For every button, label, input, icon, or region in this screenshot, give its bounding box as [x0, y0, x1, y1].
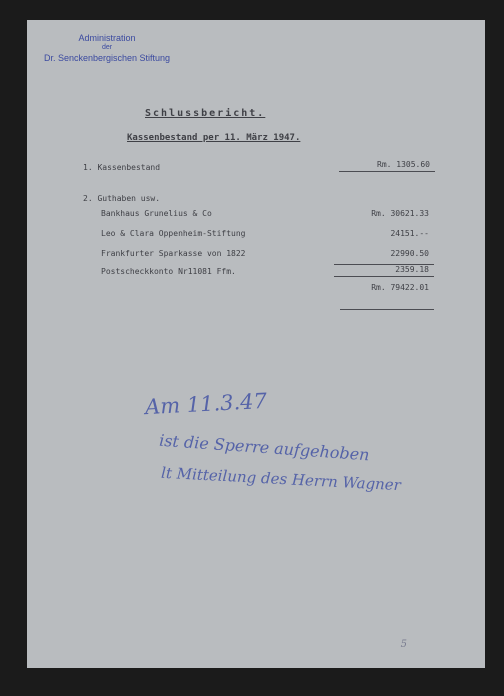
- account-label-2: Leo & Clara Oppenheim-Stiftung: [101, 229, 246, 238]
- account-label-3: Frankfurter Sparkasse von 1822: [101, 249, 246, 258]
- handwriting-line-1: Am 11.3.47: [144, 388, 268, 420]
- kassenbestand-label: 1. Kassenbestand: [83, 163, 161, 172]
- total-amount: Rm. 79422.01: [371, 283, 429, 292]
- handwriting-line-2: ist die Sperre aufgehoben: [158, 430, 371, 465]
- account-label-4: Postscheckkonto Nr11081 Ffm.: [101, 267, 236, 276]
- stamp-line-3: Dr. Senckenbergischen Stiftung: [43, 53, 171, 63]
- underline-total: [340, 309, 434, 310]
- administration-stamp: [37, 33, 177, 63]
- underline-kassenbestand: [339, 171, 435, 172]
- account-amount-2: 24151.--: [390, 229, 429, 238]
- underline-subtotal: [334, 276, 434, 277]
- guthaben-label: 2. Guthaben usw.: [83, 194, 161, 203]
- account-amount-1: Rm. 30621.33: [371, 209, 429, 218]
- account-amount-4: 2359.18: [395, 265, 429, 274]
- document-title: Schlussbericht.: [145, 108, 266, 119]
- document-subtitle: Kassenbestand per 11. März 1947.: [127, 133, 301, 143]
- stamp-line-2: der: [101, 44, 113, 51]
- handwriting-line-3: lt Mitteilung des Herrn Wagner: [160, 463, 402, 495]
- document-page: [27, 20, 485, 668]
- account-amount-3: 22990.50: [390, 249, 429, 258]
- page-number: 5: [400, 639, 407, 650]
- stamp-line-1: Administration: [78, 33, 136, 43]
- account-label-1: Bankhaus Grunelius & Co: [101, 209, 212, 218]
- kassenbestand-amount: Rm. 1305.60: [377, 160, 430, 169]
